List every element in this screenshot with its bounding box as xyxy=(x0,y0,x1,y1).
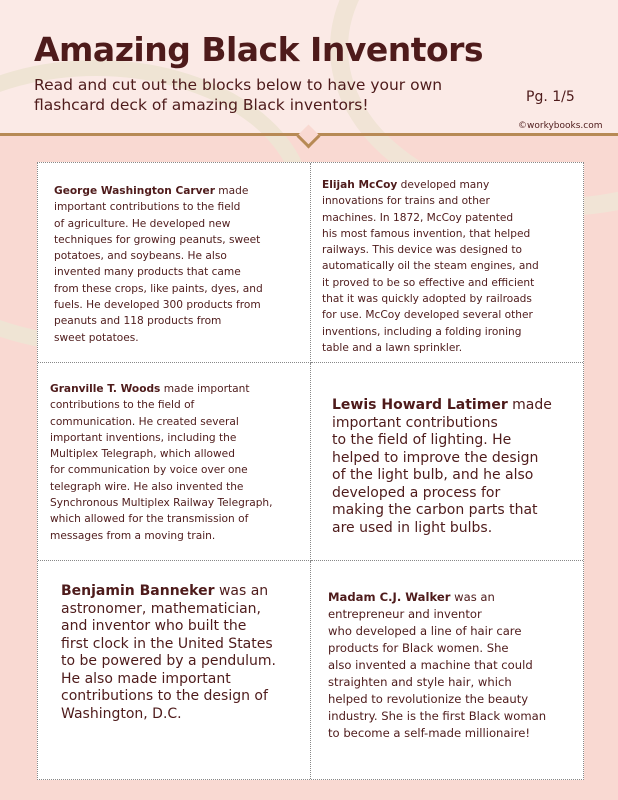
flashcard-banneker xyxy=(38,561,311,779)
card-text-line xyxy=(61,583,310,601)
subtitle-line: Read and cut out the blocks below to have your own xyxy=(34,76,443,94)
card-text-line: Synchronous Multiplex Railway Telegraph, xyxy=(50,497,273,510)
flashcard-walker xyxy=(311,561,583,779)
card-text: was an xyxy=(214,583,269,599)
card-text-line xyxy=(328,589,583,606)
card-text-line: automatically oil the steam engines, and xyxy=(322,260,539,273)
card-text-line: telegraph wire. He also invented the xyxy=(50,480,244,493)
card-text-line: fuels. He developed 300 products from xyxy=(54,299,261,312)
card-text-line: industry. She is the first Black woman xyxy=(328,709,547,723)
subtitle-line: flashcard deck of amazing Black inventors! xyxy=(34,96,369,114)
card-text-line: for communication by voice over one xyxy=(50,464,248,477)
card-text-line: to be powered by a pendulum. xyxy=(61,653,277,669)
card-text-line: potatoes, and soybeans. He also xyxy=(54,250,227,263)
card-text-line: first clock in the United States xyxy=(61,635,273,652)
card-text: was an xyxy=(450,590,495,604)
card-text-line: Multiplex Telegraph, which allowed xyxy=(50,448,235,461)
card-text-line: developed a process for xyxy=(332,484,501,501)
card-text-line: to become a self-made millionaire! xyxy=(328,726,531,740)
card-text-line: railways. This device was designed to xyxy=(322,244,523,257)
card-text-line: it proved to be so effective and efficient xyxy=(322,276,535,289)
card-text-line: of agriculture. He developed new xyxy=(54,217,231,230)
card-text-line: communication. He created several xyxy=(50,415,239,428)
card-text-line: entrepreneur and inventor xyxy=(328,607,482,621)
card-text-line xyxy=(54,183,310,199)
card-text-line: are used in light bulbs. xyxy=(332,519,493,536)
card-text-line: and inventor who built the xyxy=(61,618,247,634)
card-text-line: making the carbon parts that xyxy=(332,502,538,518)
inventor-name: Benjamin Banneker xyxy=(61,583,215,599)
flashcard-latimer xyxy=(311,363,583,561)
card-text-line: who developed a line of hair care xyxy=(328,624,522,638)
card-text: made xyxy=(507,397,552,413)
card-text-line: helped to revolutionize the beauty xyxy=(328,692,529,706)
card-text: made xyxy=(214,185,249,197)
card-text-line: for use. McCoy developed several other xyxy=(322,309,533,322)
inventor-name: Granville T. Woods xyxy=(50,383,161,395)
page-title: Amazing Black Inventors xyxy=(34,30,484,69)
card-text-line: astronomer, mathematician, xyxy=(61,600,261,617)
card-text-line: of the light bulb, and he also xyxy=(332,467,534,483)
card-text-line: products for Black women. She xyxy=(328,641,509,655)
card-text-line: that it was quickly adopted by railroads xyxy=(322,293,532,306)
card-text-line: his most famous invention, that helped xyxy=(322,227,531,240)
card-text-line: which allowed for the transmission of xyxy=(50,513,249,526)
page-number: Pg. 1/5 xyxy=(526,89,575,105)
card-text-line xyxy=(322,177,583,193)
inventor-name: Lewis Howard Latimer xyxy=(332,397,508,413)
card-text-line: also invented a machine that could xyxy=(328,658,533,672)
card-text-line xyxy=(332,397,583,415)
copyright: ©workybooks.com xyxy=(518,121,603,131)
card-text-line: straighten and style hair, which xyxy=(328,675,512,689)
card-text: made important xyxy=(160,383,250,395)
card-text-line: messages from a moving train. xyxy=(50,529,216,542)
card-text-line: He also made important xyxy=(61,670,231,687)
card-text-line: Washington, D.C. xyxy=(61,705,182,722)
card-text-line xyxy=(50,381,310,397)
inventor-name: Elijah McCoy xyxy=(322,179,398,191)
card-text-line: sweet potatoes. xyxy=(54,331,139,344)
flashcard-grid xyxy=(37,162,584,780)
card-text-line: invented many products that came xyxy=(54,266,241,279)
subtitle xyxy=(34,75,442,115)
flashcard-carver xyxy=(38,163,311,363)
card-text: developed many xyxy=(397,179,490,191)
flashcard-woods xyxy=(38,363,311,561)
inventor-name: Madam C.J. Walker xyxy=(328,590,451,604)
card-text-line: inventions, including a folding ironing xyxy=(322,325,522,338)
card-text-line: peanuts and 118 products from xyxy=(54,315,222,328)
card-text-line: contributions to the design of xyxy=(61,688,268,704)
card-text-line: from these crops, like paints, dyes, and xyxy=(54,282,263,295)
card-text-line: important inventions, including the xyxy=(50,431,237,444)
card-text-line: machines. In 1872, McCoy patented xyxy=(322,211,514,224)
card-text-line: important contributions to the field xyxy=(54,201,241,214)
card-text-line: techniques for growing peanuts, sweet xyxy=(54,233,261,246)
card-text-line: innovations for trains and other xyxy=(322,195,490,208)
card-text-line: contributions to the field of xyxy=(50,399,195,412)
card-text-line: to the field of lighting. He xyxy=(332,432,512,448)
card-text-line: table and a lawn sprinkler. xyxy=(322,341,463,354)
flashcard-mccoy xyxy=(311,163,583,363)
card-text-line: important contributions xyxy=(332,414,498,431)
card-text-line: helped to improve the design xyxy=(332,449,539,466)
inventor-name: George Washington Carver xyxy=(54,185,215,197)
